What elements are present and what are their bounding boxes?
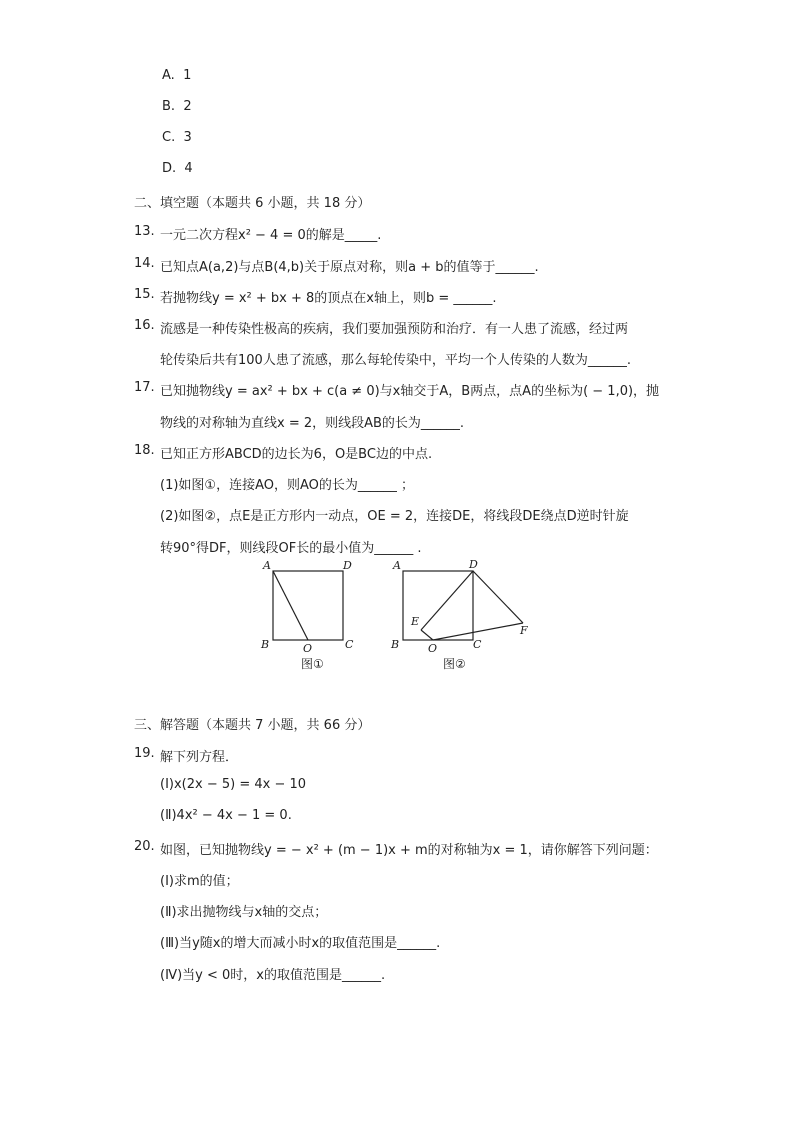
geometry-figures [255, 555, 545, 677]
question-number: 18. [134, 443, 155, 458]
question-17-text-line1: 已知抛物线y = ax² + bx + c(a ≠ 0)与x轴交于A，B两点，点A的坐标为( − 1,0)，抛 [160, 384, 660, 399]
question-19-part1: (Ⅰ)x(2x − 5) = 4x − 10 [160, 777, 307, 792]
segment-df [473, 571, 523, 623]
section-title-fill-blank: 二、填空题（本题共 6 小题，共 18 分） [134, 196, 371, 211]
square-abcd [403, 571, 473, 640]
question-number: 19. [134, 746, 155, 761]
question-number: 17. [134, 380, 155, 395]
question-15-text: 若抛物线y = x² + bx + 8的顶点在x轴上，则b = ______. [160, 291, 497, 306]
question-number: 16. [134, 318, 155, 333]
question-number: 15. [134, 287, 155, 302]
question-number: 13. [134, 224, 155, 239]
segment-de [421, 571, 473, 630]
square-abcd [273, 571, 343, 640]
question-20-part1: (Ⅰ)求m的值； [160, 874, 239, 889]
label-a: A [393, 559, 401, 572]
question-18-text: 已知正方形ABCD的边长为6，O是BC边的中点. [160, 447, 433, 462]
label-b: B [261, 638, 270, 651]
label-b: B [391, 638, 400, 651]
question-number: 20. [134, 839, 155, 854]
question-20-part4: (Ⅳ)当y < 0时，x的取值范围是______. [160, 968, 386, 983]
question-14-text: 已知点A(a,2)与点B(4,b)关于原点对称，则a + b的值等于______. [160, 260, 539, 275]
option-a [162, 68, 191, 83]
question-19-part2: (Ⅱ)4x² − 4x − 1 = 0. [160, 808, 292, 823]
question-20-text: 如图，已知抛物线y = − x² + (m − 1)x + m的对称轴为x = 1，请你解答下列问题： [160, 843, 658, 858]
figure-2-caption: 图② [443, 657, 466, 671]
figure-2 [390, 558, 528, 671]
label-a: A [263, 559, 271, 572]
question-17-text-line2: 物线的对称轴为直线x = 2，则线段AB的长为______. [160, 416, 465, 431]
label-c: C [345, 638, 354, 651]
question-18-part2-line2: 转90°得DF，则线段OF长的最小值为______ . [160, 541, 422, 556]
label-c: C [473, 638, 482, 651]
option-d [162, 161, 193, 176]
label-o: O [303, 642, 313, 655]
label-o: O [428, 642, 438, 655]
segment-eo [421, 630, 433, 640]
figure-1-caption: 图① [301, 657, 324, 671]
question-16-text-line2: 轮传染后共有100人患了流感，那么每轮传染中，平均一个人传染的人数为______. [160, 353, 631, 368]
question-13-text: 一元二次方程x² − 4 = 0的解是_____. [160, 228, 382, 243]
option-letter: C. [162, 130, 176, 145]
label-e: E [411, 615, 420, 628]
question-number: 14. [134, 256, 155, 271]
label-d: D [469, 558, 478, 571]
option-c [162, 130, 192, 145]
question-19-text: 解下列方程． [160, 750, 239, 765]
option-value: 1 [183, 68, 192, 83]
segment-ao [273, 571, 308, 640]
label-d: D [343, 559, 352, 572]
question-20-part2: (Ⅱ)求出抛物线与x轴的交点； [160, 905, 328, 920]
option-value: 2 [183, 99, 192, 114]
question-18-part1: (1)如图①，连接AO，则AO的长为______ ； [160, 478, 414, 493]
option-letter: B. [162, 99, 176, 114]
option-letter: A. [162, 68, 175, 83]
figure-1 [260, 559, 354, 671]
option-letter: D. [162, 161, 177, 176]
option-value: 4 [184, 161, 193, 176]
question-20-part3: (Ⅲ)当y随x的增大而减小时x的取值范围是______. [160, 936, 441, 951]
option-value: 3 [183, 130, 192, 145]
section-title-solve: 三、解答题（本题共 7 小题，共 66 分） [134, 718, 371, 733]
question-18-part2-line1: (2)如图②，点E是正方形内一动点，OE = 2，连接DE，将线段DE绕点D逆时针旋 [160, 509, 629, 524]
label-f: F [520, 624, 528, 637]
option-b [162, 99, 192, 114]
question-16-text-line1: 流感是一种传染性极高的疾病，我们要加强预防和治疗．有一人患了流感，经过两 [160, 322, 629, 337]
